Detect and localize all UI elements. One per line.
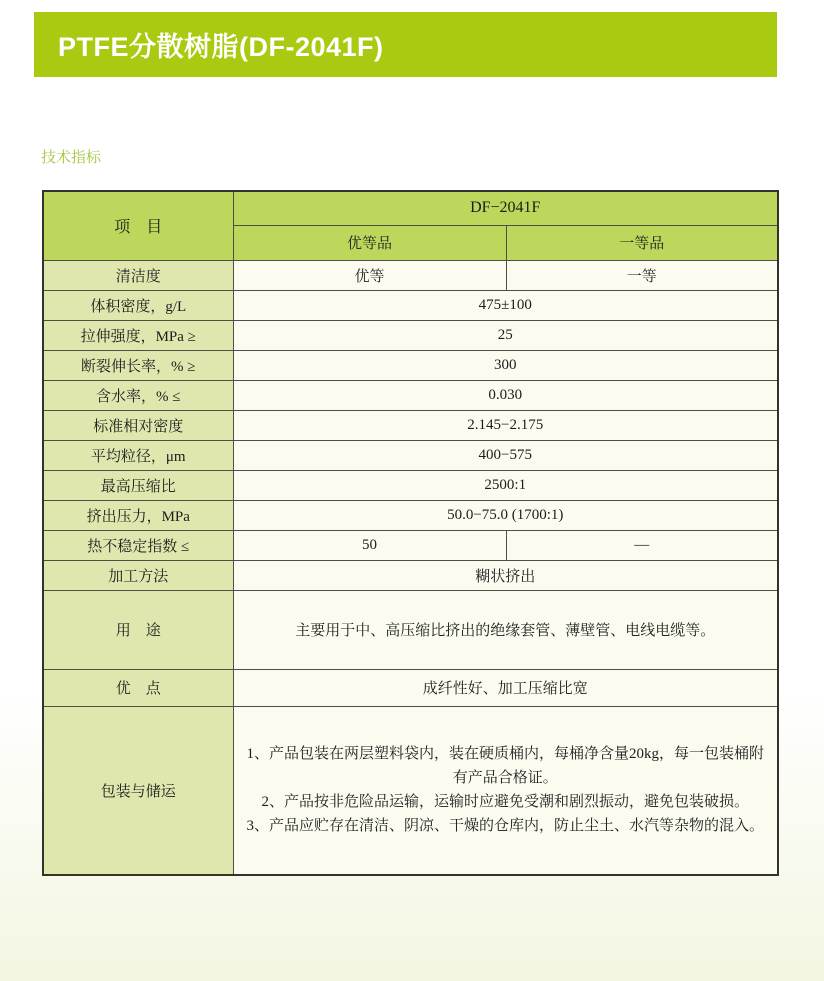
row-value: 50 <box>233 530 506 560</box>
row-value: 400−575 <box>233 440 778 470</box>
row-value: 300 <box>233 350 778 380</box>
packaging-note: 3、产品应贮存在清洁、阴凉、干燥的仓库内，防止尘土、水汽等杂物的混入。 <box>246 818 764 835</box>
table-row <box>43 500 778 530</box>
spec-table <box>42 190 779 876</box>
table-row-advantage <box>43 669 778 706</box>
title-banner <box>34 12 777 77</box>
item-header-cell: 项 目 <box>43 191 233 260</box>
row-value: 一等 <box>506 260 778 290</box>
table-row <box>43 290 778 320</box>
row-label: 平均粒径，μm <box>43 440 233 470</box>
header-row-product <box>43 191 778 225</box>
row-value: 0.030 <box>233 380 778 410</box>
row-value: 25 <box>233 320 778 350</box>
row-label: 标准相对密度 <box>43 410 233 440</box>
table-row <box>43 260 778 290</box>
row-label: 挤出压力，MPa <box>43 500 233 530</box>
row-label: 最高压缩比 <box>43 470 233 500</box>
product-header-cell: DF−2041F <box>233 191 778 225</box>
row-label: 优 点 <box>43 669 233 706</box>
row-value: 50.0−75.0 (1700:1) <box>233 500 778 530</box>
row-label: 含水率，% ≤ <box>43 380 233 410</box>
row-value: 475±100 <box>233 290 778 320</box>
packaging-note: 2、产品按非危险品运输，运输时应避免受潮和剧烈振动，避免包装破损。 <box>261 794 749 811</box>
table-row-usage <box>43 590 778 669</box>
table-row-packaging <box>43 706 778 875</box>
row-label: 断裂伸长率，% ≥ <box>43 350 233 380</box>
row-value: 优等 <box>233 260 506 290</box>
table-row <box>43 440 778 470</box>
table-row <box>43 530 778 560</box>
table-row <box>43 380 778 410</box>
row-label: 体积密度，g/L <box>43 290 233 320</box>
grade-header-first: 一等品 <box>506 225 778 260</box>
row-label: 用 途 <box>43 590 233 669</box>
table-row <box>43 320 778 350</box>
row-label: 拉伸强度，MPa ≥ <box>43 320 233 350</box>
row-label: 包装与储运 <box>43 706 233 875</box>
row-value: 2.145−2.175 <box>233 410 778 440</box>
table-row <box>43 560 778 590</box>
table-row <box>43 410 778 440</box>
row-label: 热不稳定指数 ≤ <box>43 530 233 560</box>
table-row <box>43 470 778 500</box>
row-value: — <box>506 530 778 560</box>
row-value: 成纤性好、加工压缩比宽 <box>233 669 778 706</box>
row-value: 主要用于中、高压缩比挤出的绝缘套管、薄壁管、电线电缆等。 <box>233 590 778 669</box>
row-value: 糊状挤出 <box>233 560 778 590</box>
table-row <box>43 350 778 380</box>
row-label: 清洁度 <box>43 260 233 290</box>
row-label: 加工方法 <box>43 560 233 590</box>
section-label: 技术指标 <box>41 149 102 166</box>
packaging-note: 1、产品包装在两层塑料袋内，装在硬质桶内，每桶净含量20kg，每一包装桶附有产品合格证。 <box>246 746 764 787</box>
packaging-notes <box>233 706 778 875</box>
page-title: PTFE分散树脂(DF-2041F) <box>58 32 384 62</box>
grade-header-premium: 优等品 <box>233 225 506 260</box>
row-value: 2500:1 <box>233 470 778 500</box>
